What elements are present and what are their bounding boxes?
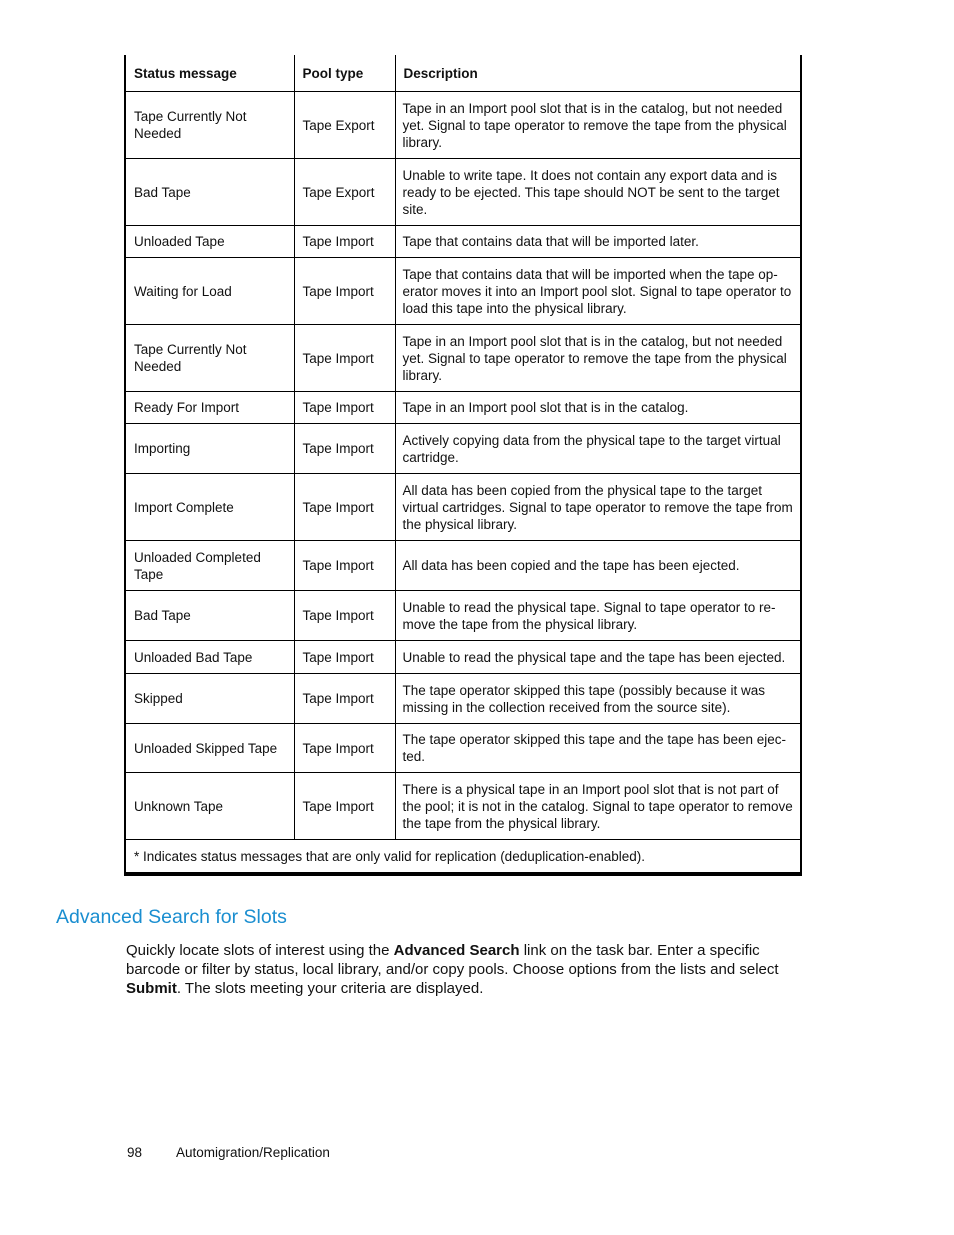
pool-type-cell: Tape Import xyxy=(294,392,395,424)
table-footnote-row xyxy=(126,840,800,873)
status-cell: Unloaded Tape xyxy=(126,226,294,258)
description-cell: Actively copying data from the physical tape to the target virtual cartridge. xyxy=(395,424,800,474)
section-paragraph xyxy=(126,941,816,998)
pool-type-cell: Tape Import xyxy=(294,226,395,258)
table-row xyxy=(126,474,800,541)
pool-type-cell: Tape Import xyxy=(294,325,395,392)
status-cell: Import Complete xyxy=(126,474,294,541)
status-cell: Tape Currently Not Needed xyxy=(126,325,294,392)
paragraph-text: . The slots meeting your criteria are displayed. xyxy=(176,980,484,997)
table-row xyxy=(126,392,800,424)
table-row xyxy=(126,674,800,724)
status-cell: Unloaded Skipped Tape xyxy=(126,724,294,773)
status-cell: Unloaded Bad Tape xyxy=(126,641,294,674)
description-cell: Unable to write tape. It does not contain any export data and is ready to be ejected. This tape should NOT be sent to the target site. xyxy=(395,159,800,226)
description-cell: The tape operator skipped this tape and the tape has been ejec-ted. xyxy=(395,724,800,773)
header-status-message: Status message xyxy=(126,55,294,92)
status-cell: Ready For Import xyxy=(126,392,294,424)
table-row xyxy=(126,92,800,159)
table-row xyxy=(126,773,800,840)
table-row xyxy=(126,424,800,474)
description-cell: Tape in an Import pool slot that is in the catalog. xyxy=(395,392,800,424)
status-cell: Bad Tape xyxy=(126,159,294,226)
paragraph-text: Quickly locate slots of interest using the xyxy=(126,942,394,959)
page-number: 98 xyxy=(127,1145,143,1160)
pool-type-cell: Tape Import xyxy=(294,773,395,840)
table-body xyxy=(126,92,800,873)
status-message-table xyxy=(124,55,802,876)
pool-type-cell: Tape Import xyxy=(294,258,395,325)
pool-type-cell: Tape Import xyxy=(294,474,395,541)
table-header-row xyxy=(126,55,800,92)
pool-type-cell: Tape Import xyxy=(294,424,395,474)
table-row xyxy=(126,159,800,226)
description-cell: Tape that contains data that will be imported when the tape op-erator moves it into an Import pool slot. Signal to tape operator to load this tape into the physical library. xyxy=(395,258,800,325)
chapter-title: Automigration/Replication xyxy=(176,1145,330,1160)
description-cell: The tape operator skipped this tape (possibly because it was missing in the collection received from the source site). xyxy=(395,674,800,724)
paragraph-text: link on the task bar. Enter a specific barcode or filter by status, local library, and/or copy pools. Choose options from the lists and select xyxy=(126,942,779,978)
section-heading: Advanced Search for Slots xyxy=(56,906,287,928)
status-cell: Bad Tape xyxy=(126,591,294,641)
status-cell: Skipped xyxy=(126,674,294,724)
description-cell: Tape in an Import pool slot that is in the catalog, but not needed yet. Signal to tape operator to remove the tape from the physical library. xyxy=(395,92,800,159)
description-cell: Unable to read the physical tape and the tape has been ejected. xyxy=(395,641,800,674)
description-cell: Tape that contains data that will be imported later. xyxy=(395,226,800,258)
table-row xyxy=(126,641,800,674)
table-row xyxy=(126,325,800,392)
pool-type-cell: Tape Import xyxy=(294,724,395,773)
table-header xyxy=(126,55,800,92)
description-cell: Unable to read the physical tape. Signal to tape operator to re-move the tape from the physical library. xyxy=(395,591,800,641)
page-footer xyxy=(127,1145,330,1160)
status-cell: Tape Currently Not Needed xyxy=(126,92,294,159)
status-cell: Unloaded Completed Tape xyxy=(126,541,294,591)
pool-type-cell: Tape Import xyxy=(294,591,395,641)
header-description: Description xyxy=(395,55,800,92)
pool-type-cell: Tape Export xyxy=(294,159,395,226)
description-cell: There is a physical tape in an Import pool slot that is not part of the pool; it is not in the catalog. Signal to tape operator to remove the tape from the physical library. xyxy=(395,773,800,840)
submit-term: Submit xyxy=(126,980,177,997)
table-row xyxy=(126,724,800,773)
pool-type-cell: Tape Import xyxy=(294,541,395,591)
table-row xyxy=(126,258,800,325)
pool-type-cell: Tape Import xyxy=(294,641,395,674)
pool-type-cell: Tape Import xyxy=(294,674,395,724)
header-pool-type: Pool type xyxy=(294,55,395,92)
status-cell: Unknown Tape xyxy=(126,773,294,840)
advanced-search-term: Advanced Search xyxy=(393,942,520,959)
table-row xyxy=(126,591,800,641)
description-cell: All data has been copied from the physical tape to the target virtual cartridges. Signal to tape operator to remove the tape from the physical library. xyxy=(395,474,800,541)
description-cell: All data has been copied and the tape has been ejected. xyxy=(395,541,800,591)
table-row xyxy=(126,541,800,591)
status-cell: Waiting for Load xyxy=(126,258,294,325)
table-footnote: * Indicates status messages that are only valid for replication (deduplication-enabled). xyxy=(126,840,800,873)
status-table xyxy=(126,55,800,873)
pool-type-cell: Tape Export xyxy=(294,92,395,159)
table-row xyxy=(126,226,800,258)
status-cell: Importing xyxy=(126,424,294,474)
description-cell: Tape in an Import pool slot that is in the catalog, but not needed yet. Signal to tape operator to remove the tape from the physical library. xyxy=(395,325,800,392)
